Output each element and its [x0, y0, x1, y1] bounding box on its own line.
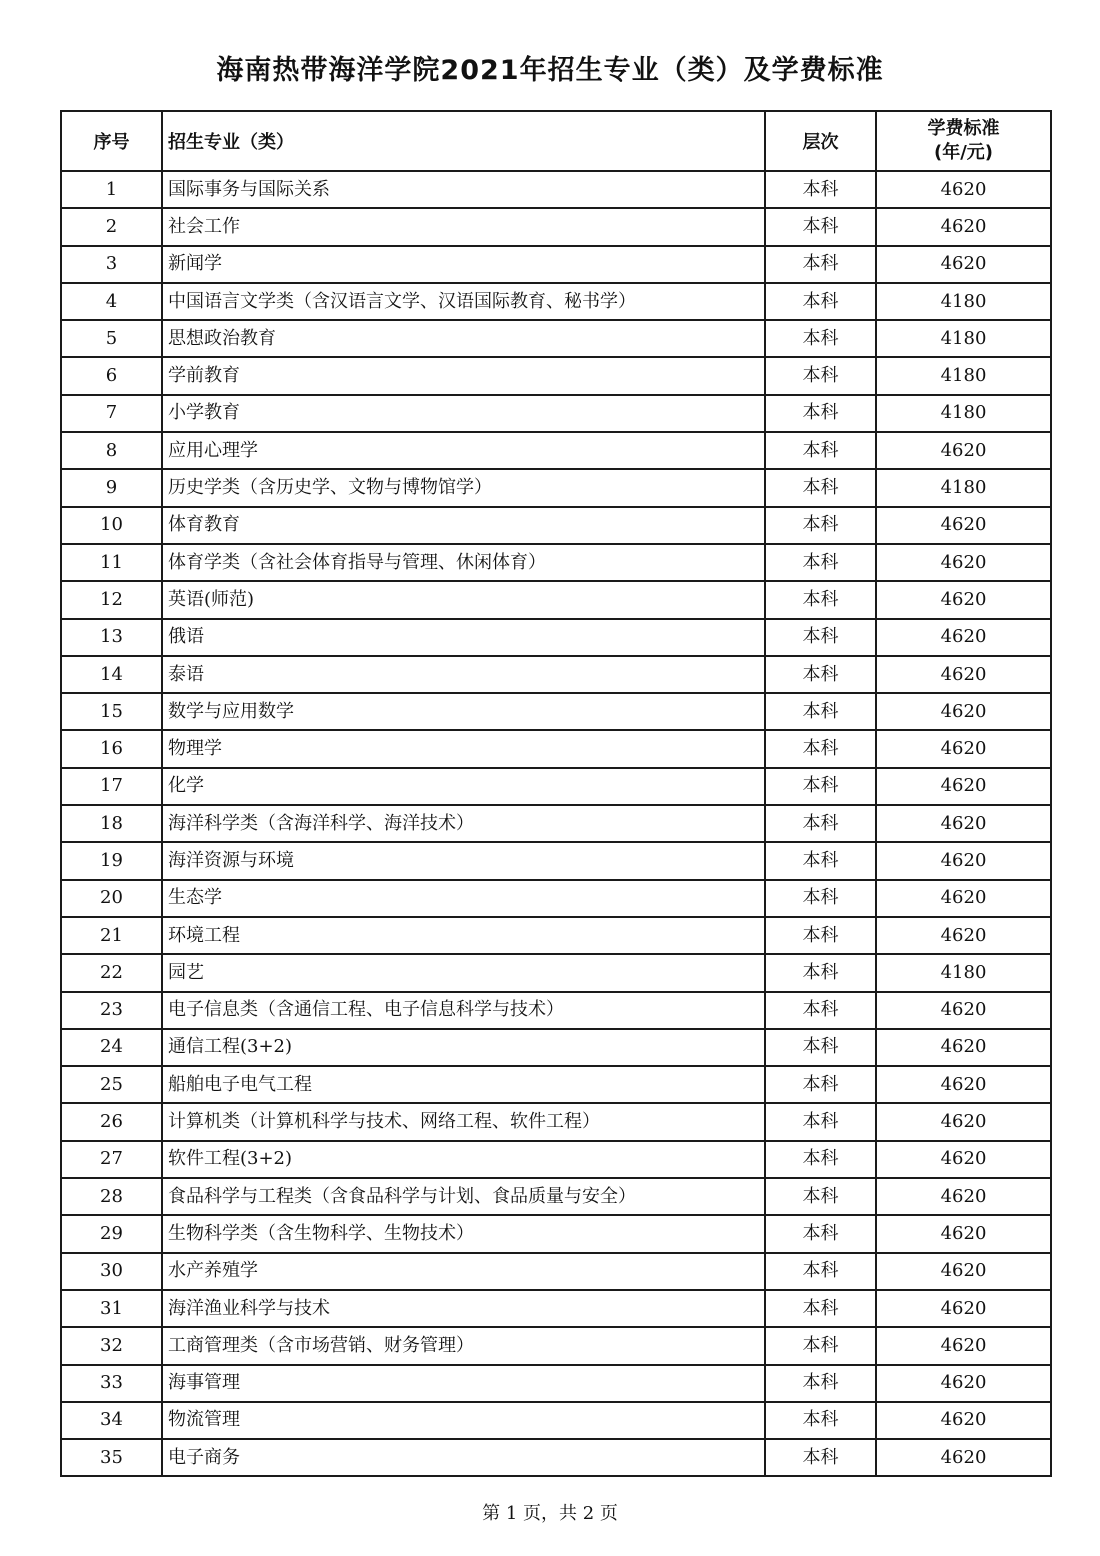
row-number: 31	[61, 1290, 162, 1327]
table-row	[61, 954, 1051, 991]
row-number: 33	[61, 1365, 162, 1402]
row-level: 本科	[765, 954, 876, 991]
row-major: 历史学类（含历史学、文物与博物馆学）	[162, 469, 765, 506]
row-fee: 4620	[876, 1178, 1051, 1215]
row-number: 8	[61, 432, 162, 469]
table-row	[61, 171, 1051, 208]
row-fee: 4620	[876, 768, 1051, 805]
row-number: 30	[61, 1253, 162, 1290]
table-row	[61, 842, 1051, 879]
page-footer: 第 1 页，共 2 页	[482, 1503, 618, 1524]
row-major: 体育学类（含社会体育指导与管理、休闲体育）	[162, 544, 765, 581]
row-level: 本科	[765, 730, 876, 767]
row-number: 5	[61, 320, 162, 357]
row-number: 23	[61, 992, 162, 1029]
row-fee: 4620	[876, 1066, 1051, 1103]
row-major: 新闻学	[162, 246, 765, 283]
row-fee: 4620	[876, 246, 1051, 283]
row-fee: 4620	[876, 581, 1051, 618]
row-number: 11	[61, 544, 162, 581]
row-level: 本科	[765, 1327, 876, 1364]
row-number: 24	[61, 1029, 162, 1066]
row-major: 思想政治教育	[162, 320, 765, 357]
table-row	[61, 768, 1051, 805]
row-level: 本科	[765, 1103, 876, 1140]
row-major: 国际事务与国际关系	[162, 171, 765, 208]
table-row	[61, 320, 1051, 357]
row-fee: 4620	[876, 1215, 1051, 1252]
row-level: 本科	[765, 1402, 876, 1439]
row-number: 19	[61, 842, 162, 879]
row-fee: 4180	[876, 357, 1051, 394]
row-major: 数学与应用数学	[162, 693, 765, 730]
row-number: 20	[61, 880, 162, 917]
table-row	[61, 656, 1051, 693]
row-major: 海事管理	[162, 1365, 765, 1402]
row-fee: 4620	[876, 507, 1051, 544]
table-row	[61, 880, 1051, 917]
table-row	[61, 1141, 1051, 1178]
row-major: 化学	[162, 768, 765, 805]
row-number: 32	[61, 1327, 162, 1364]
table-row	[61, 581, 1051, 618]
header-fee-line1: 学费标准	[927, 118, 1000, 139]
row-number: 3	[61, 246, 162, 283]
row-level: 本科	[765, 208, 876, 245]
row-major: 船舶电子电气工程	[162, 1066, 765, 1103]
row-major: 电子信息类（含通信工程、电子信息科学与技术）	[162, 992, 765, 1029]
header-number: 序号	[61, 111, 162, 171]
row-fee: 4620	[876, 656, 1051, 693]
row-fee: 4620	[876, 1365, 1051, 1402]
row-number: 22	[61, 954, 162, 991]
table-header-row	[61, 111, 1051, 171]
row-level: 本科	[765, 1290, 876, 1327]
row-major: 环境工程	[162, 917, 765, 954]
row-number: 35	[61, 1439, 162, 1476]
row-fee: 4620	[876, 1141, 1051, 1178]
row-number: 26	[61, 1103, 162, 1140]
row-fee: 4620	[876, 1439, 1051, 1476]
row-number: 21	[61, 917, 162, 954]
table-row	[61, 1327, 1051, 1364]
row-number: 27	[61, 1141, 162, 1178]
row-fee: 4620	[876, 880, 1051, 917]
table-row	[61, 357, 1051, 394]
row-fee: 4620	[876, 1327, 1051, 1364]
table-row	[61, 283, 1051, 320]
table-row	[61, 805, 1051, 842]
row-level: 本科	[765, 357, 876, 394]
table-row	[61, 395, 1051, 432]
row-major: 物理学	[162, 730, 765, 767]
row-major: 小学教育	[162, 395, 765, 432]
table-row	[61, 730, 1051, 767]
row-major: 工商管理类（含市场营销、财务管理）	[162, 1327, 765, 1364]
row-level: 本科	[765, 992, 876, 1029]
row-fee: 4620	[876, 1029, 1051, 1066]
row-number: 7	[61, 395, 162, 432]
row-number: 10	[61, 507, 162, 544]
row-fee: 4620	[876, 1253, 1051, 1290]
row-fee: 4620	[876, 730, 1051, 767]
row-major: 食品科学与工程类（含食品科学与计划、食品质量与安全）	[162, 1178, 765, 1215]
row-number: 28	[61, 1178, 162, 1215]
row-major: 生物科学类（含生物科学、生物技术）	[162, 1215, 765, 1252]
row-fee: 4620	[876, 992, 1051, 1029]
row-major: 海洋资源与环境	[162, 842, 765, 879]
row-fee: 4180	[876, 320, 1051, 357]
row-number: 18	[61, 805, 162, 842]
row-level: 本科	[765, 1141, 876, 1178]
table-row	[61, 1178, 1051, 1215]
header-level: 层次	[765, 111, 876, 171]
header-fee	[876, 111, 1051, 171]
row-major: 海洋渔业科学与技术	[162, 1290, 765, 1327]
row-fee: 4620	[876, 1290, 1051, 1327]
row-major: 水产养殖学	[162, 1253, 765, 1290]
table-row	[61, 208, 1051, 245]
row-number: 6	[61, 357, 162, 394]
row-major: 电子商务	[162, 1439, 765, 1476]
row-level: 本科	[765, 246, 876, 283]
header-major: 招生专业（类）	[162, 111, 765, 171]
row-fee: 4620	[876, 805, 1051, 842]
row-fee: 4180	[876, 395, 1051, 432]
row-level: 本科	[765, 880, 876, 917]
row-major: 海洋科学类（含海洋科学、海洋技术）	[162, 805, 765, 842]
row-level: 本科	[765, 507, 876, 544]
row-number: 13	[61, 619, 162, 656]
table-row	[61, 507, 1051, 544]
row-level: 本科	[765, 768, 876, 805]
row-level: 本科	[765, 842, 876, 879]
row-fee: 4620	[876, 1103, 1051, 1140]
table-row	[61, 917, 1051, 954]
table-row	[61, 544, 1051, 581]
row-major: 通信工程(3+2)	[162, 1029, 765, 1066]
row-fee: 4620	[876, 171, 1051, 208]
row-fee: 4620	[876, 1402, 1051, 1439]
row-level: 本科	[765, 1439, 876, 1476]
row-major: 物流管理	[162, 1402, 765, 1439]
table-row	[61, 1290, 1051, 1327]
row-level: 本科	[765, 469, 876, 506]
row-level: 本科	[765, 917, 876, 954]
row-level: 本科	[765, 1215, 876, 1252]
fee-table	[60, 110, 1052, 1477]
row-level: 本科	[765, 1253, 876, 1290]
row-major: 俄语	[162, 619, 765, 656]
row-level: 本科	[765, 171, 876, 208]
row-major: 生态学	[162, 880, 765, 917]
row-level: 本科	[765, 619, 876, 656]
table-row	[61, 1365, 1051, 1402]
row-fee: 4180	[876, 283, 1051, 320]
row-fee: 4620	[876, 544, 1051, 581]
row-number: 1	[61, 171, 162, 208]
row-fee: 4620	[876, 208, 1051, 245]
row-fee: 4620	[876, 432, 1051, 469]
table-row	[61, 469, 1051, 506]
row-fee: 4180	[876, 954, 1051, 991]
row-number: 4	[61, 283, 162, 320]
table-row	[61, 1029, 1051, 1066]
row-number: 2	[61, 208, 162, 245]
header-fee-line2: (年/元)	[933, 142, 994, 163]
row-fee: 4620	[876, 619, 1051, 656]
row-fee: 4620	[876, 842, 1051, 879]
row-level: 本科	[765, 656, 876, 693]
row-fee: 4620	[876, 693, 1051, 730]
page-title: 海南热带海洋学院2021年招生专业（类）及学费标准	[216, 55, 884, 86]
row-level: 本科	[765, 1066, 876, 1103]
row-level: 本科	[765, 320, 876, 357]
row-major: 应用心理学	[162, 432, 765, 469]
row-major: 体育教育	[162, 507, 765, 544]
table-row	[61, 693, 1051, 730]
table-row	[61, 1215, 1051, 1252]
row-level: 本科	[765, 805, 876, 842]
table-row	[61, 432, 1051, 469]
row-level: 本科	[765, 395, 876, 432]
row-major: 学前教育	[162, 357, 765, 394]
row-number: 12	[61, 581, 162, 618]
table-row	[61, 1253, 1051, 1290]
row-number: 29	[61, 1215, 162, 1252]
table-row	[61, 992, 1051, 1029]
row-number: 17	[61, 768, 162, 805]
row-major: 园艺	[162, 954, 765, 991]
row-number: 14	[61, 656, 162, 693]
row-level: 本科	[765, 283, 876, 320]
row-major: 社会工作	[162, 208, 765, 245]
row-number: 25	[61, 1066, 162, 1103]
row-major: 软件工程(3+2)	[162, 1141, 765, 1178]
row-fee: 4620	[876, 917, 1051, 954]
table-row	[61, 1439, 1051, 1476]
row-level: 本科	[765, 581, 876, 618]
row-level: 本科	[765, 1029, 876, 1066]
row-fee: 4180	[876, 469, 1051, 506]
row-number: 15	[61, 693, 162, 730]
row-number: 9	[61, 469, 162, 506]
row-major: 泰语	[162, 656, 765, 693]
row-major: 英语(师范)	[162, 581, 765, 618]
row-level: 本科	[765, 544, 876, 581]
table-row	[61, 1402, 1051, 1439]
table-row	[61, 619, 1051, 656]
table-row	[61, 1066, 1051, 1103]
row-level: 本科	[765, 1365, 876, 1402]
row-number: 16	[61, 730, 162, 767]
row-major: 计算机类（计算机科学与技术、网络工程、软件工程）	[162, 1103, 765, 1140]
table-row	[61, 246, 1051, 283]
row-number: 34	[61, 1402, 162, 1439]
table-body	[61, 171, 1051, 1476]
row-level: 本科	[765, 693, 876, 730]
table-row	[61, 1103, 1051, 1140]
row-level: 本科	[765, 1178, 876, 1215]
row-major: 中国语言文学类（含汉语言文学、汉语国际教育、秘书学）	[162, 283, 765, 320]
row-level: 本科	[765, 432, 876, 469]
